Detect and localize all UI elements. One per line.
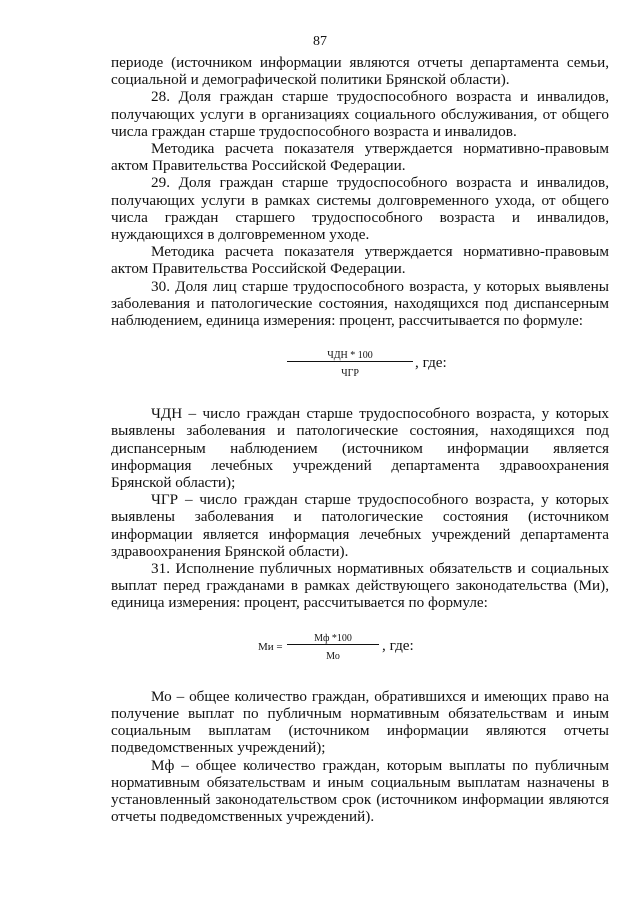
definition-chdn: ЧДН – число граждан старше трудоспособного возраста, у которых выявлены заболевания и патологические состояния, находящихся под диспансерным наблюдением (источником информации является информация лечебных учреждений департамента здравоохранения Брянской области);	[111, 405, 609, 492]
formula-mi-denominator: Мо	[326, 650, 340, 662]
paragraph-item-31: 31. Исполнение публичных нормативных обязательств и социальных выплат перед гражданами в рамках действующего законодательства (Ми), единица измерения: процент, рассчитывается по формуле:	[111, 560, 609, 612]
document-body	[111, 54, 609, 825]
formula-chdn-fraction	[287, 350, 413, 379]
paragraph-item-29: 29. Доля граждан старше трудоспособного возраста и инвалидов, получающих услуги в рамках системы долговременного ухода, от общего числа граждан старшего трудоспособного возраста и инвалидов, нуждающихся в долговременном уходе.	[111, 174, 609, 244]
formula-mi	[111, 629, 609, 671]
formula-chdn	[111, 346, 609, 388]
paragraph-methodology-29: Методика расчета показателя утверждается нормативно-правовым актом Правительства Российской Федерации.	[111, 243, 609, 278]
paragraph-item-30: 30. Доля лиц старше трудоспособного возраста, у которых выявлены заболевания и патологические состояния, находящихся под диспансерным наблюдением, единица измерения: процент, рассчитывается по формуле:	[111, 277, 609, 330]
definition-mo: Мо – общее количество граждан, обратившихся и имеющих право на получение выплат по публичным нормативным обязательствам и иным социальным выплатам (источником информации являются отчеты подведомственных учреждений);	[111, 687, 609, 757]
formula-mi-suffix: , где:	[382, 636, 414, 654]
formula-chdn-suffix: , где:	[415, 354, 447, 372]
formula-mi-lhs: Ми =	[258, 640, 283, 653]
formula-mi-fraction	[287, 633, 379, 662]
formula-chdn-numerator: ЧДН * 100	[287, 350, 413, 362]
paragraph-continuation: периоде (источником информации являются отчеты департамента семьи, социальной и демографической политики Брянской области).	[111, 54, 609, 89]
paragraph-methodology-28: Методика расчета показателя утверждается нормативно-правовым актом Правительства Российской Федерации.	[111, 140, 609, 175]
definition-mf: Мф – общее количество граждан, которым выплаты по публичным нормативным обязательствам и иным социальным выплатам назначены в установленный законодательством срок (источником информации являются отчеты подведомственных учреждений).	[111, 756, 609, 826]
definition-chgr: ЧГР – число граждан старше трудоспособного возраста, у которых выявлены заболевания и патологические состояния (источником информации является информация лечебных учреждений департамента здравоохранения Брянской области).	[111, 491, 609, 560]
formula-chdn-denominator: ЧГР	[341, 368, 359, 380]
formula-mi-numerator: Мф *100	[287, 633, 379, 645]
paragraph-item-28: 28. Доля граждан старше трудоспособного возраста и инвалидов, получающих услуги в организациях социального обслуживания, от общего числа граждан старше трудоспособного возраста и инвалидов.	[111, 88, 609, 140]
page-number: 87	[313, 34, 327, 49]
